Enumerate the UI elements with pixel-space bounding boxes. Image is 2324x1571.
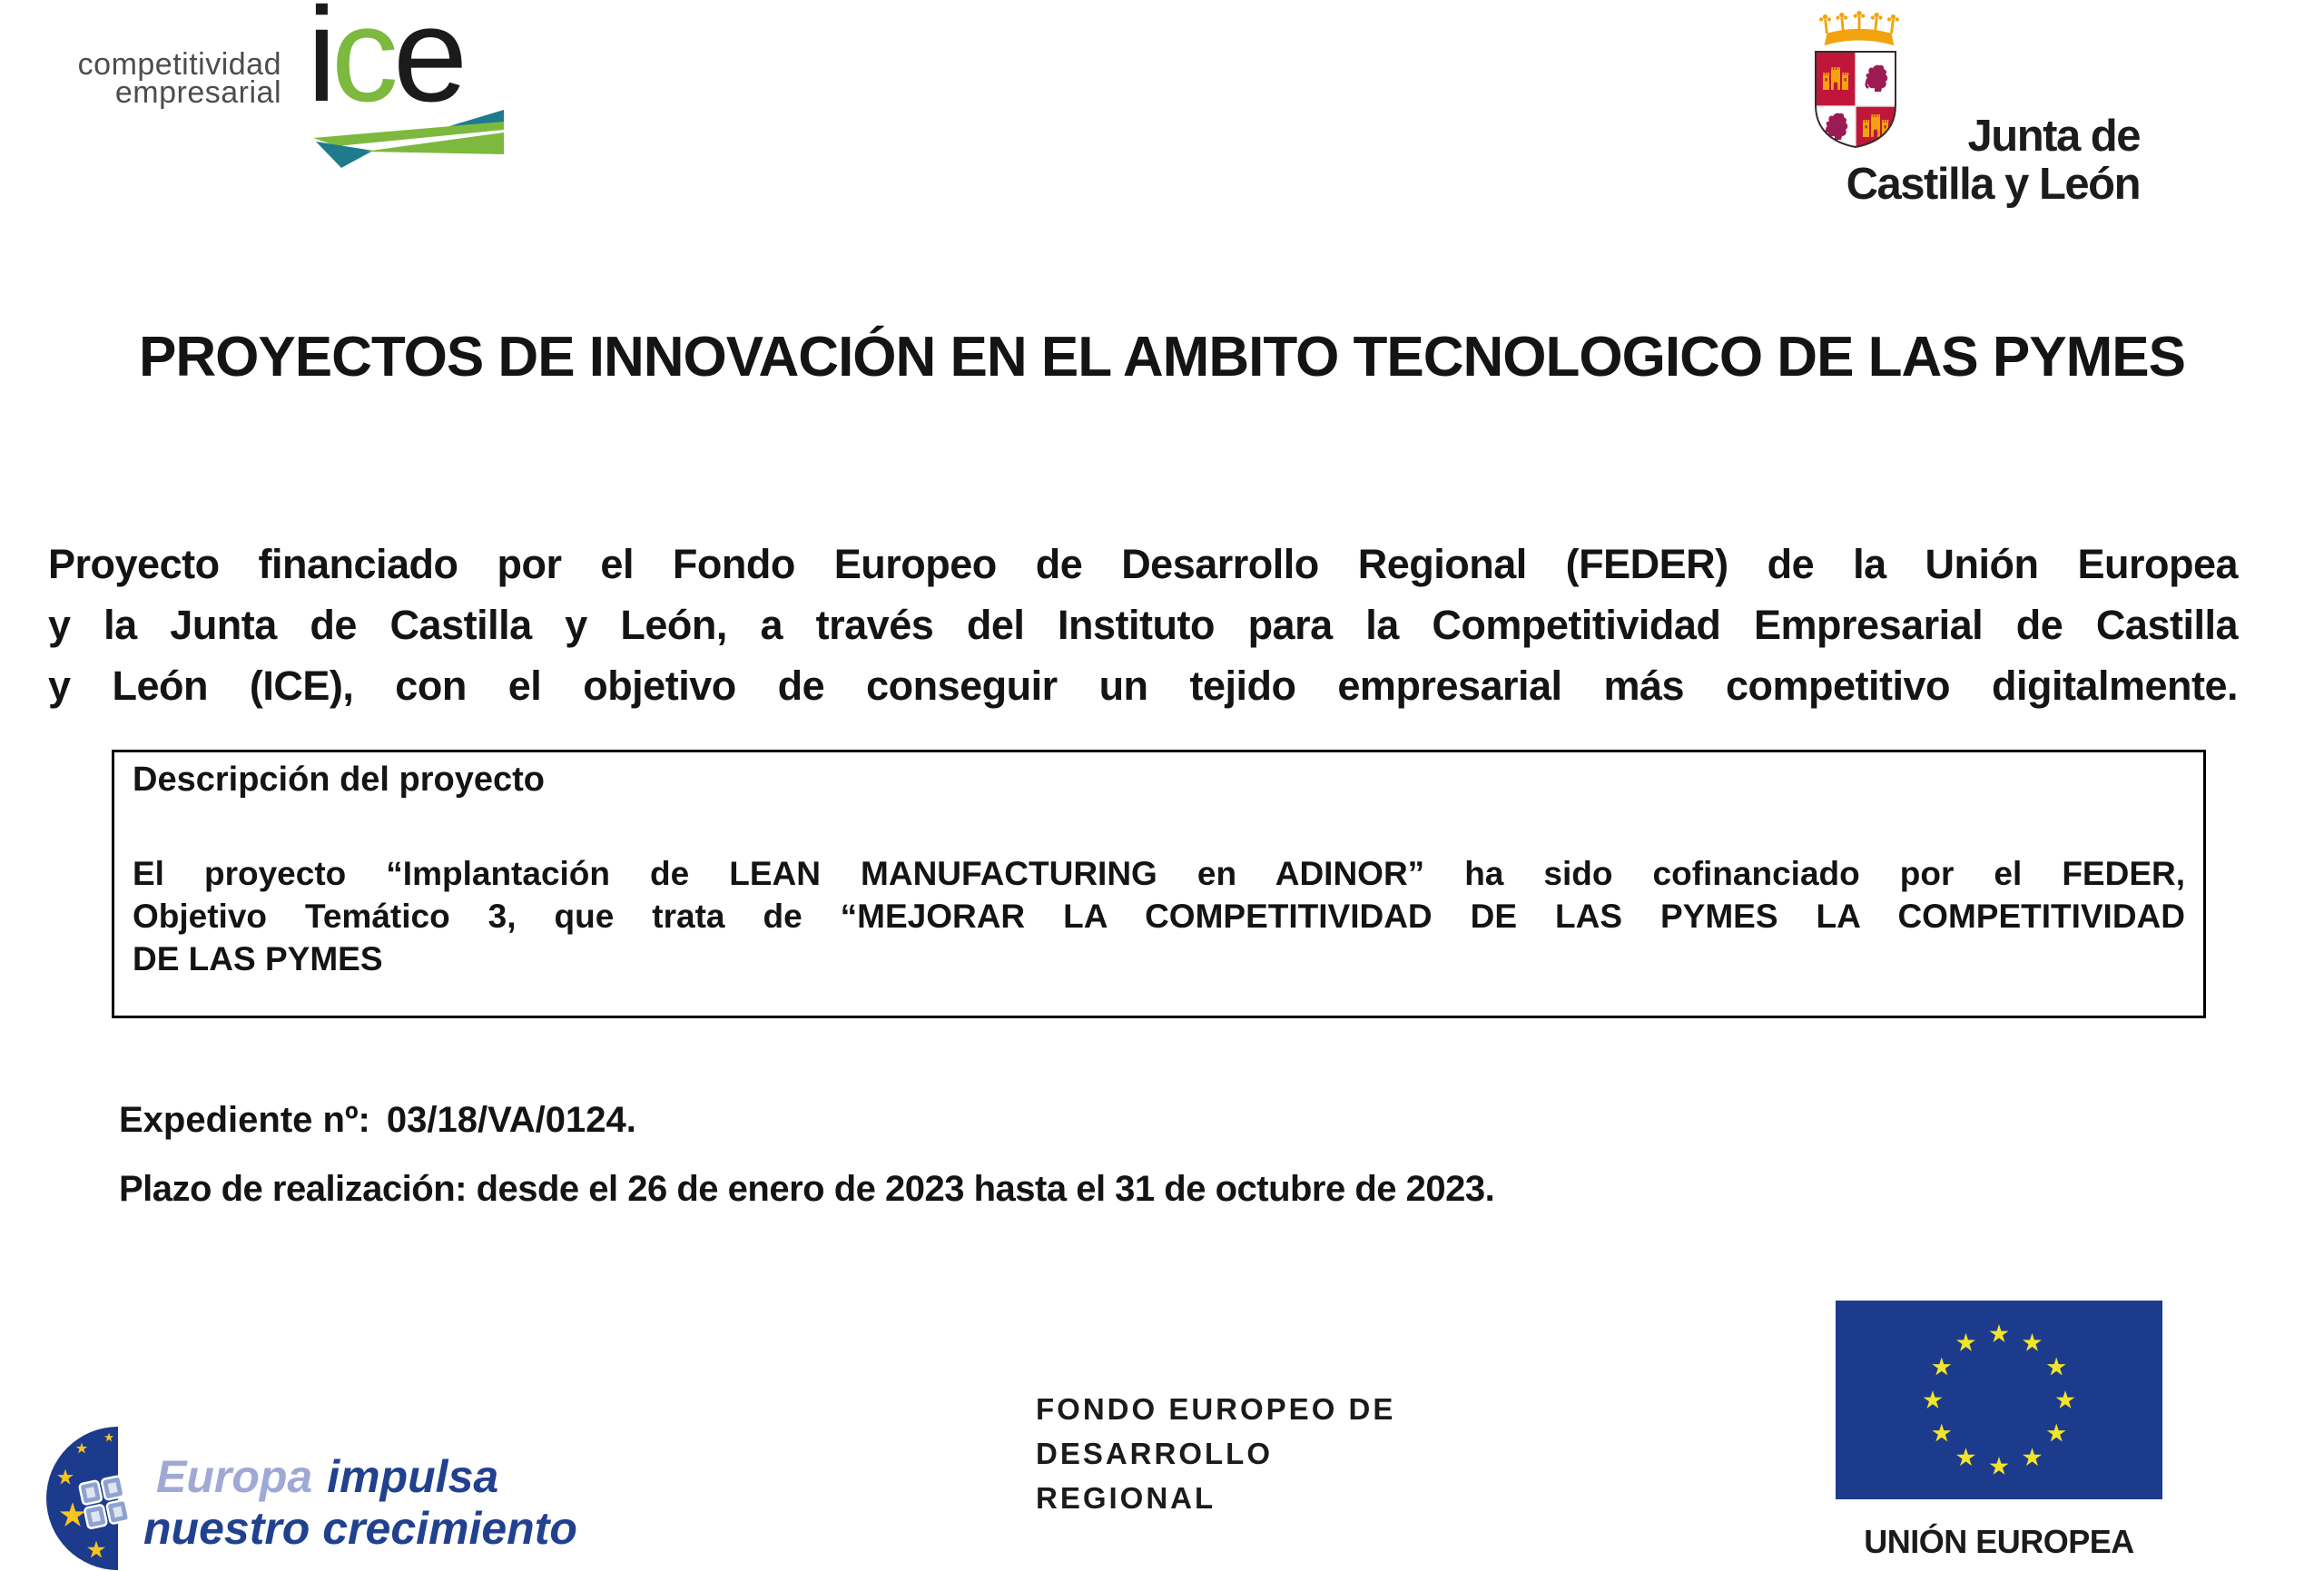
description-line: Objetivo Temático 3, que trata de “MEJORAR LA COMPETITIVIDAD DE LAS PYMES LA COMPETITIVIDAD bbox=[133, 898, 2185, 935]
ice-letter-i: i bbox=[307, 0, 331, 130]
ice-logo-wordmark bbox=[307, 0, 463, 130]
europa-word: Europa bbox=[156, 1451, 313, 1502]
intro-paragraph bbox=[48, 534, 2238, 716]
feder-label bbox=[1036, 1387, 1395, 1520]
competitividad-line: competitividad bbox=[77, 47, 281, 82]
feder-line: DESARROLLO bbox=[1036, 1437, 1273, 1470]
description-box-heading: Descripción del proyecto bbox=[133, 761, 546, 799]
impulsa-word: impulsa bbox=[327, 1451, 499, 1502]
feder-line: FONDO EUROPEO DE bbox=[1036, 1392, 1396, 1426]
competitividad-empresarial-label bbox=[53, 47, 281, 110]
intro-line: Proyecto financiado por el Fondo Europeo de Desarrollo Regional (FEDER) de la Unión Europea bbox=[48, 541, 2238, 587]
intro-line: y León (ICE), con el objetivo de conseguir un tejido empresarial más competitivo digitalmente. bbox=[48, 663, 2238, 709]
page-title: PROYECTOS DE INNOVACIÓN EN EL AMBITO TECNOLOGICO DE LAS PYMES bbox=[139, 326, 2185, 388]
empresarial-line: empresarial bbox=[114, 75, 281, 110]
eu-flag-caption: UNIÓN EUROPEA bbox=[1864, 1523, 2134, 1560]
expediente-label: Expediente nº: bbox=[119, 1100, 370, 1140]
eu-flag-icon bbox=[1836, 1301, 2162, 1499]
ice-letter-c: c bbox=[330, 0, 393, 130]
intro-line: y la Junta de Castilla y León, a través del Instituto para la Competitividad Empresarial de Castilla bbox=[48, 602, 2238, 648]
junta-line2: Castilla y León bbox=[1846, 160, 2140, 209]
nuestro-crecimiento-text: nuestro crecimiento bbox=[143, 1503, 577, 1554]
description-box bbox=[112, 750, 2206, 1018]
feder-line: REGIONAL bbox=[1036, 1481, 1216, 1515]
expediente-row bbox=[119, 1100, 636, 1141]
plazo-line: Plazo de realización: desde el 26 de enero de 2023 hasta el 31 de octubre de 2023. bbox=[119, 1169, 1495, 1209]
junta-line1: Junta de bbox=[1967, 112, 2140, 161]
junta-wordmark bbox=[1846, 113, 2140, 209]
description-line: El proyecto “Implantación de LEAN MANUFACTURING en ADINOR” ha sido cofinanciado por el FEDER, bbox=[133, 855, 2185, 892]
ice-swoosh-icon bbox=[313, 109, 504, 172]
description-box-body bbox=[133, 852, 2185, 980]
europa-impulsa-logo-icon bbox=[45, 1427, 150, 1570]
ice-letter-e: e bbox=[392, 0, 463, 130]
junta-crown-icon bbox=[1816, 9, 1903, 47]
expediente-value: 03/18/VA/0124. bbox=[386, 1100, 636, 1140]
europa-impulsa-text bbox=[156, 1450, 498, 1503]
description-line: DE LAS PYMES bbox=[133, 940, 383, 977]
